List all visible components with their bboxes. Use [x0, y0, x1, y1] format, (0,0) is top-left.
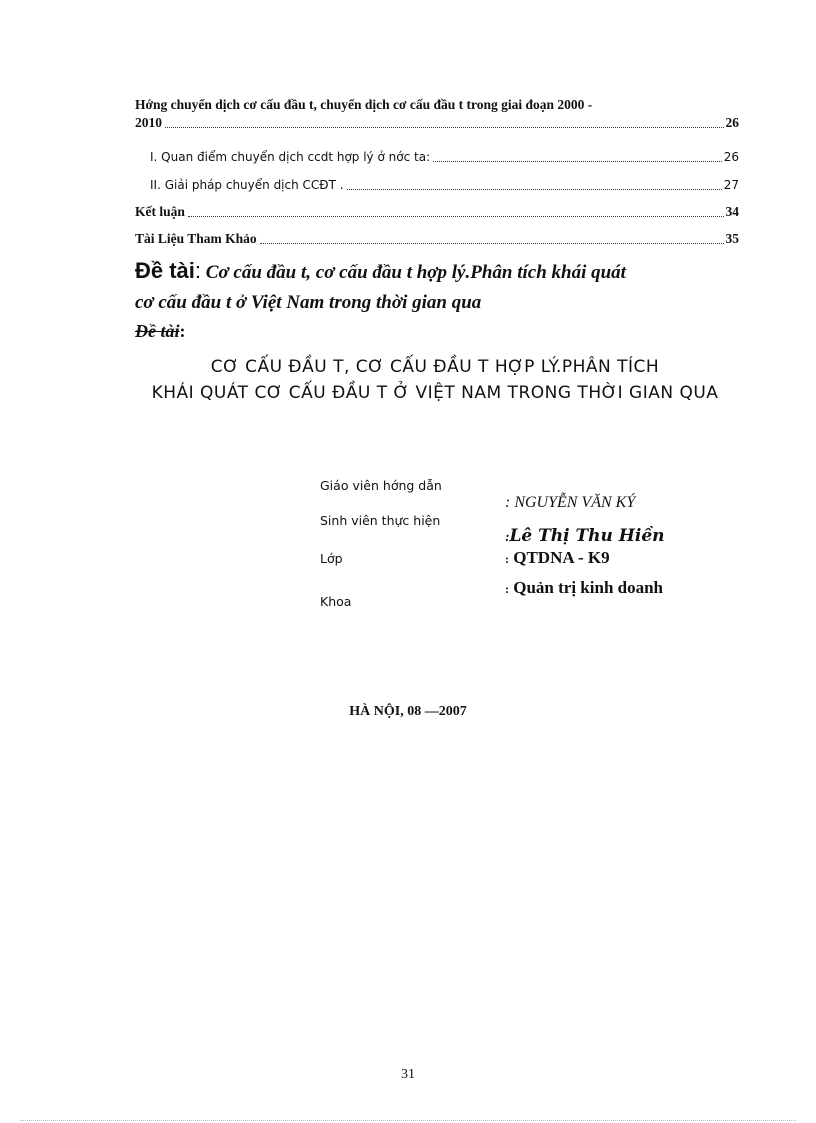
toc-leader: [433, 161, 722, 162]
toc-item-conclusion: [135, 203, 739, 221]
toc-item-orientation-line1: Hớng chuyển dịch cơ cấu đầu t, chuyển dịch cơ cấu đầu t trong giai đoạn 2000 -: [135, 97, 593, 112]
faculty-label: Khoa: [320, 594, 352, 609]
subject-heading: [135, 256, 755, 318]
advisor-label: Giáo viên hớng dẫn: [320, 478, 442, 493]
toc-page-number: 26: [725, 115, 739, 130]
thesis-title-line1: CƠ CẤU ĐẦU T, CƠ CẤU ĐẦU T HỢP LÝ.PHÂN TÍCH: [210, 357, 660, 377]
page-number: 31: [401, 1067, 415, 1082]
toc-item-label: Tài Liệu Tham Khảo: [135, 231, 257, 246]
toc-page-number: 34: [725, 204, 739, 219]
thesis-title-line2: KHÁI QUÁT CƠ CẤU ĐẦU T Ở VIỆT NAM TRONG THỜI GIAN QUA: [151, 383, 719, 403]
toc-item-label: I. Quan điểm chuyển dịch ccdt hợp lý ở nớc ta:: [150, 150, 431, 164]
toc-item-label: Kết luận: [135, 204, 185, 219]
subject-label: Đề tài:: [135, 258, 202, 283]
toc-leader: [347, 189, 722, 190]
class-label: Lớp: [320, 551, 343, 566]
thesis-title: [120, 354, 750, 406]
toc-item-viewpoint: [150, 148, 739, 166]
toc-item-orientation: [135, 96, 739, 132]
toc-item-solutions: [150, 176, 739, 194]
toc-leader: [165, 127, 724, 128]
toc-page-number: 27: [723, 178, 739, 192]
advisor-value: : NGUYỄN VĂN KÝ: [505, 494, 636, 511]
subject-line2: cơ cấu đầu t ở Việt Nam trong thời gian qua: [135, 292, 482, 313]
toc-item-orientation-line2: 2010: [135, 115, 162, 130]
toc-page-number: 26: [723, 150, 739, 164]
class-value: : QTDNA - K9: [505, 548, 610, 567]
student-value: :Lê Thị Thu Hiền: [505, 526, 665, 546]
toc-leader: [260, 243, 724, 244]
faculty-value: : Quản trị kinh doanh: [505, 578, 664, 597]
toc-item-references: [135, 230, 739, 248]
student-label: Sinh viên thực hiện: [320, 513, 441, 528]
subject-label-struck: Đề tài:: [135, 321, 186, 341]
place-date: HÀ NỘI, 08 —2007: [349, 704, 467, 719]
page-bottom-border: [20, 1120, 796, 1121]
toc-page-number: 35: [725, 231, 739, 246]
toc-leader: [188, 216, 724, 217]
subject-line1: Cơ cấu đầu t, cơ cấu đầu t hợp lý.Phân tích khái quát: [205, 262, 626, 283]
toc-item-label: II. Giải pháp chuyển dịch CCĐT .: [150, 178, 344, 192]
